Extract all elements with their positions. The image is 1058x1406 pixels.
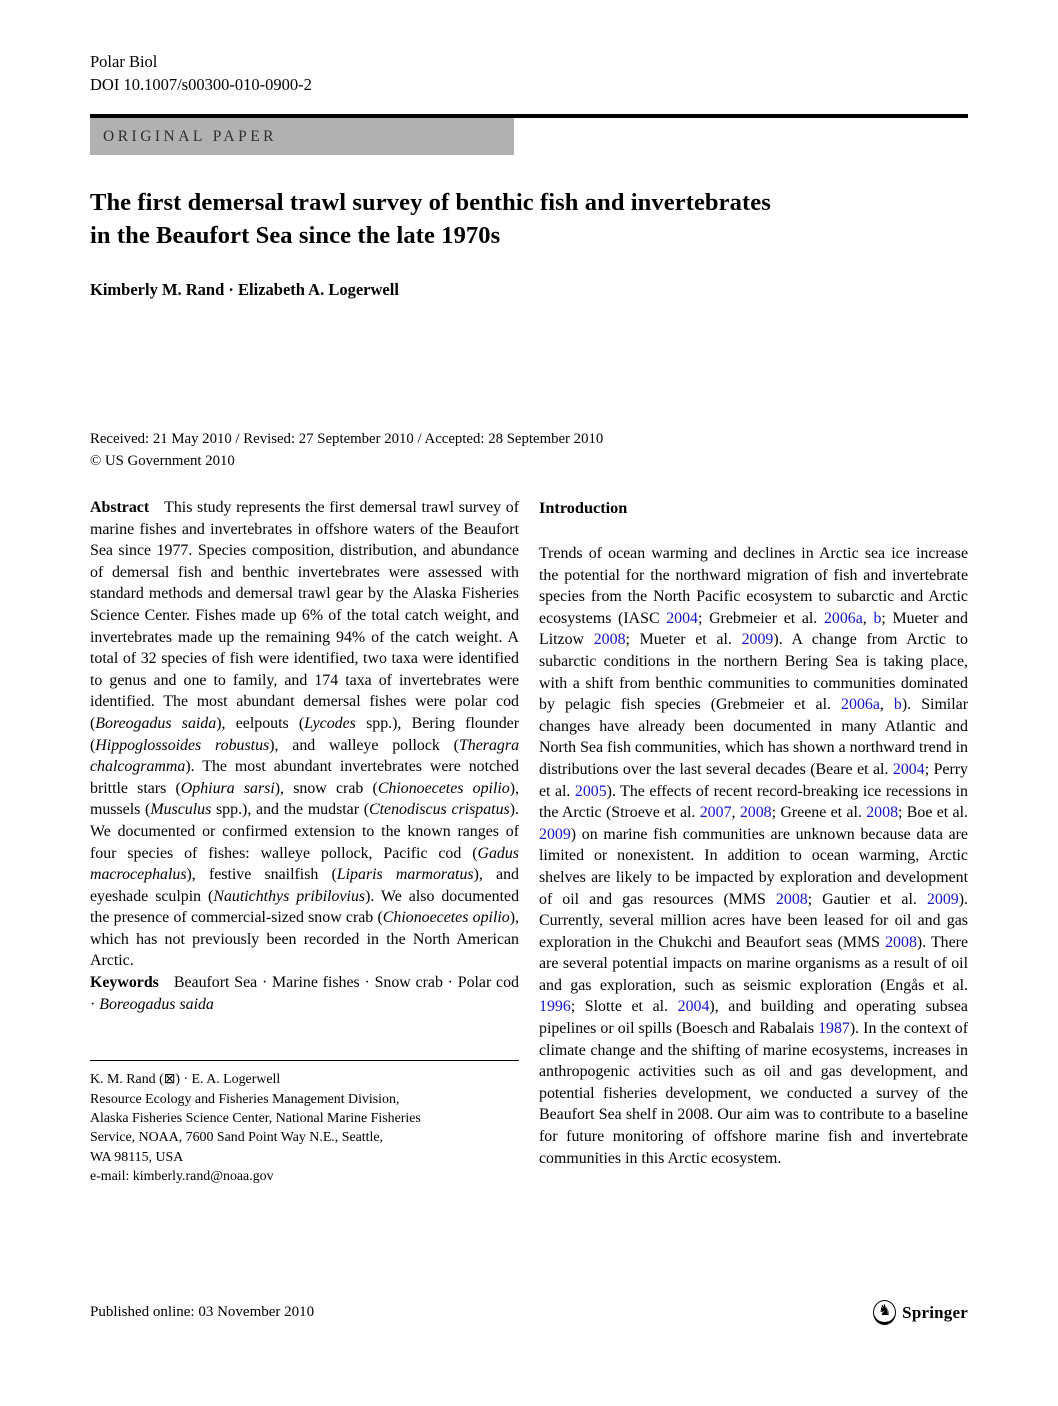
text-run: ; Greene et al.	[771, 804, 867, 822]
footnote-line-affiliation-4: WA 98115, USA	[90, 1149, 184, 1165]
text-run: ). The most abundant invertebrates were notched brittle stars (	[90, 758, 519, 797]
masthead	[90, 50, 312, 96]
text-run: ). A change from Arctic to subarctic conditions in the northern Bering Sea is taking place, with a shift from benthic communities to communities dominated by pelagic fish species (Grebmeier et al.	[539, 631, 969, 714]
text-run: spp.), and the mudstar (	[211, 801, 370, 819]
banner-label: ORIGINAL PAPER	[103, 127, 278, 145]
text-run: ,	[879, 696, 894, 714]
text-run: Liparis marmoratus	[336, 866, 474, 884]
text-run: ). We documented or confirmed extension to the known ranges of four species of fishes: walleye pollock, Pacific cod (	[90, 801, 519, 862]
text-run: ). Currently, several million acres have been leased for oil and gas exploration in the Chukchi and Beaufort seas (MMS	[539, 890, 968, 951]
citation-link[interactable]: 2008	[593, 631, 626, 649]
text-run: This study represents the first demersal trawl survey of marine fishes and invertebrates in offshore waters of the Beaufort Sea since 1977. Species composition, distribution, and abundance of demersal fish and benthic invertebrates were assessed with standard methods and demersal trawl gear by the Alaska Fisheries Science Center. Fishes made up 6% of the total catch weight, and invertebrates made up the remaining 94% of the catch weight. A total of 32 species of fish were identified, two taxa were identified to genus and one to family, and 174 taxa of invertebrates were identified. The most abundant demersal fishes were polar cod (	[90, 499, 519, 732]
text-run: ; Mueter and Litzow	[539, 609, 968, 649]
abstract-section	[90, 497, 519, 972]
copyright-line: © US Government 2010	[90, 452, 235, 469]
received-line: Received: 21 May 2010 / Revised: 27 September 2010 / Accepted: 28 September 2010	[90, 431, 604, 447]
text-run: ). There are several potential impacts on marine organisms as a result of oil and gas exploration, such as seismic exploration (Engås et al.	[539, 933, 969, 994]
paper-title	[90, 186, 968, 252]
text-run: Beaufort Sea · Marine fishes · Snow crab · Polar cod ·	[90, 974, 519, 1013]
text-run: ; Gautier et al.	[807, 890, 927, 908]
dates-block	[90, 429, 968, 472]
citation-link[interactable]: b	[873, 609, 882, 627]
text-run: ). Similar changes have already been documented in many Atlantic and North Sea fish communities, which has shown a northward trend in distributions over the last several decades (Beare et al.	[539, 696, 968, 778]
text-run: Lycodes	[304, 714, 356, 732]
citation-link[interactable]: 2008	[885, 933, 917, 951]
text-run: ; Boe et al.	[898, 804, 968, 822]
springer-logo	[873, 1300, 968, 1325]
two-column-body	[90, 497, 968, 1187]
right-column	[539, 497, 968, 1187]
footnote	[90, 1060, 519, 1186]
text-run: ), eelpouts (	[216, 714, 305, 732]
text-run: Trends of ocean warming and declines in Arctic sea ice increase the potential for the northward migration of fish and invertebrate species from the North Pacific ecosystem to subarctic and Arctic ecosystems (IASC	[539, 545, 968, 627]
introduction-heading: Introduction	[539, 498, 628, 517]
text-run: ; Perry et al.	[539, 760, 968, 800]
citation-link[interactable]: 1987	[818, 1020, 850, 1038]
text-run: Ctenodiscus crispatus	[369, 801, 510, 819]
text-run: ; Mueter et al.	[625, 631, 742, 649]
journal-name: Polar Biol	[90, 52, 158, 71]
citation-link[interactable]: 2004	[892, 760, 925, 778]
text-run: ), snow crab (	[274, 779, 378, 797]
keywords-section	[90, 972, 519, 1015]
text-run: Nautichthys pribilovius	[213, 887, 366, 905]
citation-link[interactable]: 2009	[926, 890, 959, 908]
citation-link[interactable]: 1996	[539, 998, 571, 1016]
citation-link[interactable]: 2009	[539, 825, 571, 843]
citation-link[interactable]: 2005	[574, 782, 607, 800]
citation-link[interactable]: 2004	[677, 998, 710, 1016]
published-online: Published online: 03 November 2010	[90, 1304, 315, 1320]
citation-link[interactable]: 2006a	[841, 696, 880, 714]
text-run: ), and eyeshade sculpin (	[90, 866, 519, 905]
citation-link[interactable]: 2008	[775, 890, 808, 908]
text-run: ) on marine fish communities are unknown because data are limited or nonexistent. In addition to ocean warming, Arctic shelves are likely to be impacted by exploration and development of oil and gas resources (MMS	[539, 825, 968, 908]
citation-link[interactable]: 2006a	[823, 609, 863, 627]
citation-link[interactable]: 2008	[866, 804, 899, 822]
text-run: ,	[731, 804, 740, 822]
abstract-label: Abstract	[90, 499, 150, 516]
text-run: ), mussels (	[90, 779, 519, 819]
keywords-label: Keywords	[90, 974, 159, 992]
text-run: ,	[862, 609, 874, 627]
left-column	[90, 497, 519, 1187]
springer-wordmark: Springer	[902, 1302, 968, 1322]
text-run: Theragra chalcogramma	[90, 736, 520, 776]
title-line-1: The first demersal trawl survey of benthic fish and invertebrates	[90, 189, 771, 216]
citation-link[interactable]: b	[893, 696, 902, 714]
introduction-text	[539, 543, 968, 1169]
text-run: Gadus macrocephalus	[90, 844, 519, 884]
citation-link[interactable]: 2009	[741, 631, 774, 649]
text-run: Ophiura sarsi	[180, 779, 275, 797]
text-run: Chionoecetes opilio	[382, 909, 510, 927]
title-line-2: in the Beaufort Sea since the late 1970s	[90, 222, 501, 249]
text-run: ), festive snailfish (	[186, 866, 337, 884]
text-run: ). We also documented the presence of commercial-sized snow crab (	[90, 887, 520, 927]
text-run: ). The effects of recent record-breaking ice recessions in the Arctic (Stroeve et al.	[539, 782, 968, 822]
text-run: Boreogadus saida	[95, 714, 217, 732]
text-run: spp.), Bering flounder (	[90, 714, 519, 754]
original-paper-banner	[90, 118, 514, 155]
citation-link[interactable]: 2007	[699, 804, 732, 822]
citation-link[interactable]: 2004	[666, 609, 698, 627]
text-run: ; Slotte et al.	[570, 998, 678, 1016]
authors-line: Kimberly M. Rand · Elizabeth A. Logerwell	[90, 280, 399, 299]
footnote-line-affiliation-2: Alaska Fisheries Science Center, National Marine Fisheries	[90, 1111, 421, 1127]
footnote-line-email: e-mail: kimberly.rand@noaa.gov	[90, 1169, 274, 1185]
text-run: Boreogadus saida	[99, 995, 214, 1013]
footnote-line-authors: K. M. Rand (⊠) · E. A. Logerwell	[90, 1072, 281, 1088]
text-run: ), which has not previously been recorded in the North American Arctic.	[90, 909, 519, 970]
abstract-text	[90, 499, 519, 969]
text-run: ), and walleye pollock (	[269, 736, 459, 754]
text-run: Musculus	[150, 801, 212, 819]
footnote-line-affiliation-1: Resource Ecology and Fisheries Management Division,	[90, 1091, 400, 1107]
text-run: Chionoecetes opilio	[377, 779, 510, 797]
footer	[90, 1300, 968, 1325]
footnote-line-affiliation-3: Service, NOAA, 7600 Sand Point Way N.E., Seattle,	[90, 1130, 383, 1146]
text-run: ). In the context of climate change and the shifting of marine ecosystems, increases in anthropogenic activities such as oil and gas development, and potential fisheries development, we conducted a survey of the Beaufort Sea shelf in 2008. Our aim was to contribute to a baseline for future monitoring of offshore marine fish and invertebrate communities in this Arctic ecosystem.	[539, 1020, 968, 1167]
springer-horse-icon: ♞	[873, 1300, 896, 1325]
text-run: Hippoglossoides robustus	[95, 736, 270, 754]
footnote-rule	[90, 1060, 519, 1061]
text-run: ), and building and operating subsea pipelines or oil spills (Boesch and Rabalais	[539, 998, 968, 1038]
doi: DOI 10.1007/s00300-010-0900-2	[90, 75, 312, 94]
text-run: ; Grebmeier et al.	[698, 609, 824, 627]
citation-link[interactable]: 2008	[739, 804, 772, 822]
